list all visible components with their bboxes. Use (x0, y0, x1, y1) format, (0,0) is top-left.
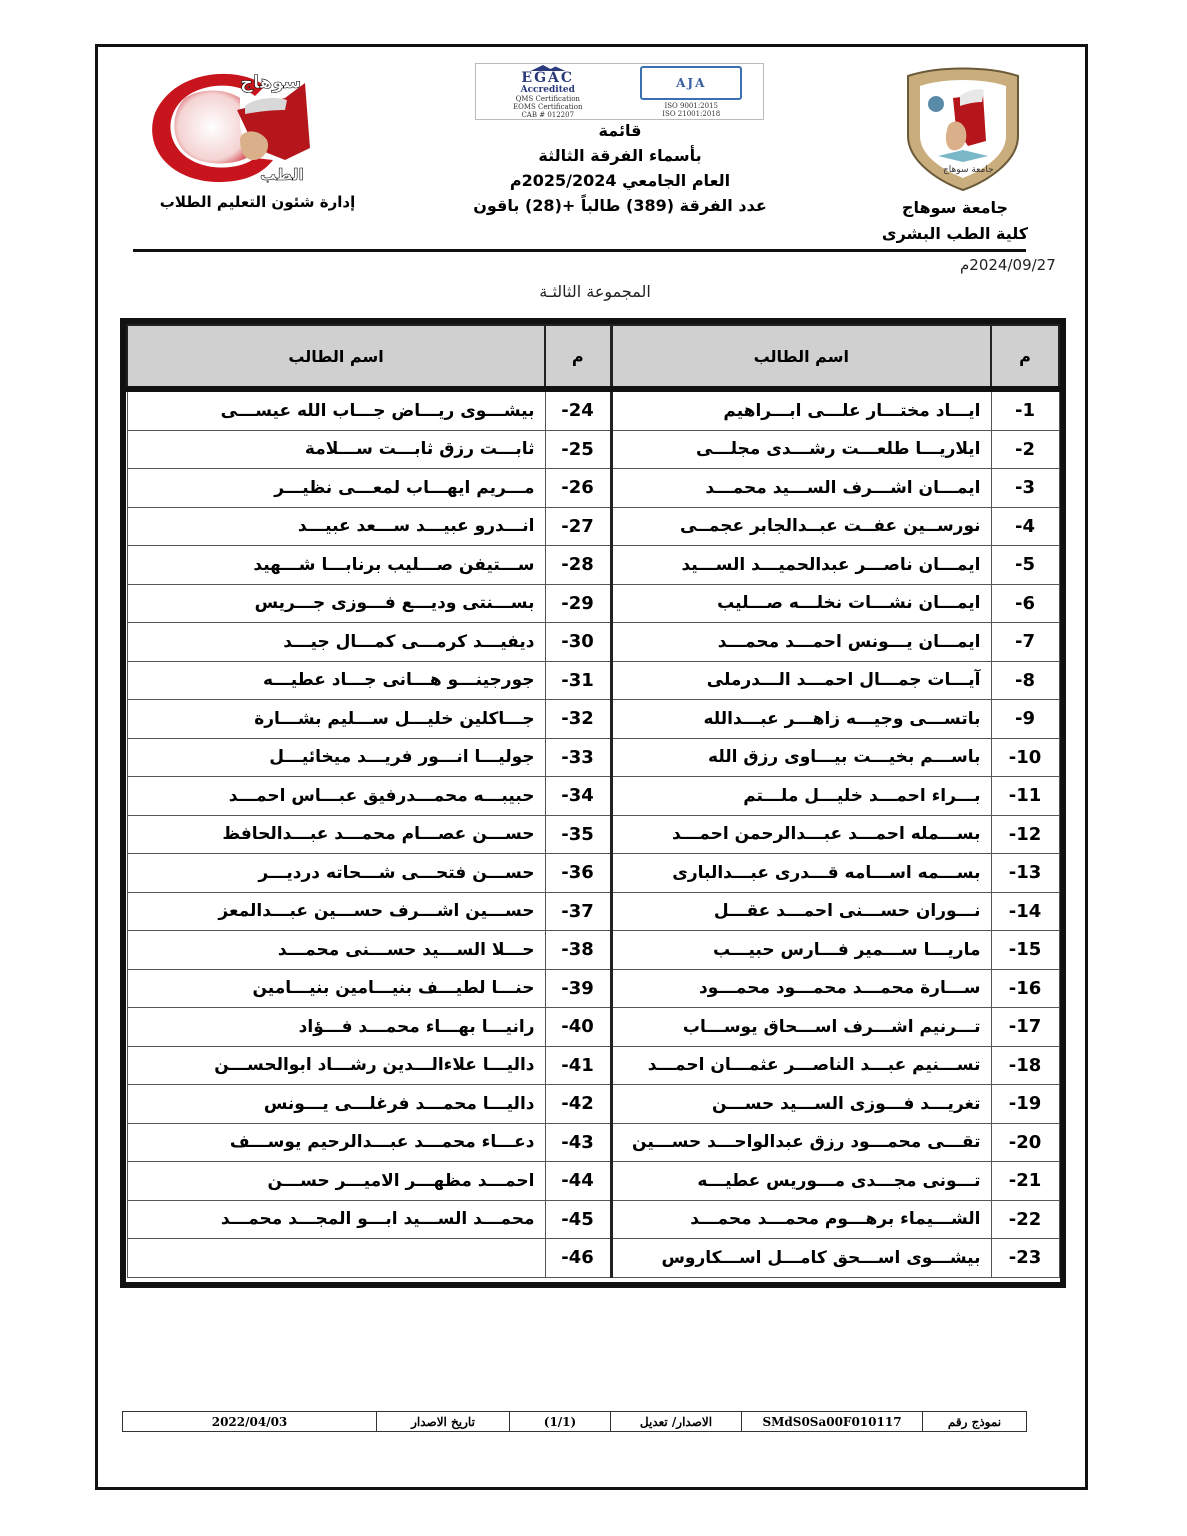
header-name-left: اسم الطالب (127, 325, 545, 389)
egac-badge (476, 64, 620, 119)
row-number: -25 (545, 430, 611, 469)
row-number: -40 (545, 1008, 611, 1047)
row-number: -6 (991, 584, 1059, 623)
student-name: ايـــاد مختـــار علـــى ابـــراهيم (611, 389, 991, 430)
row-number: -42 (545, 1085, 611, 1124)
row-number: -38 (545, 931, 611, 970)
university-crest-icon (898, 66, 1028, 192)
university-crest (898, 66, 1028, 192)
certification-badges (475, 63, 764, 120)
row-number: -26 (545, 469, 611, 508)
student-name: تغريـــد فـــوزى الســـيد حســـن (611, 1085, 991, 1124)
svg-text:الطب: الطب (260, 165, 305, 184)
row-number: -7 (991, 623, 1059, 662)
table-row (127, 777, 1059, 816)
header-divider (133, 249, 1026, 252)
student-name: حبيبـــه محمـــدرفيق عبـــاس احمـــد (127, 777, 545, 816)
student-name: رانيـــا بهـــاء محمـــد فـــؤاد (127, 1008, 545, 1047)
student-name: آيـــات جمـــال احمـــد الـــدرملى (611, 661, 991, 700)
row-number: -1 (991, 389, 1059, 430)
table-row (127, 389, 1059, 430)
header-num-left: م (545, 325, 611, 389)
egac-line: EOMS Certification (513, 103, 583, 111)
table-row (127, 854, 1059, 893)
student-name: باســـم بخيـــت بيـــاوى رزق الله (611, 738, 991, 777)
student-name: بســـمله احمـــد عبـــدالرحمن احمـــد (611, 815, 991, 854)
aja-title: AJA (676, 75, 707, 90)
group-title: المجموعة الثالثـة (539, 282, 651, 301)
row-number: -34 (545, 777, 611, 816)
row-number: -43 (545, 1123, 611, 1162)
table-row (127, 546, 1059, 585)
student-name: ديفيـــد كرمـــى كمـــال جيـــد (127, 623, 545, 662)
form-number-label: نموذج رقم (922, 1412, 1026, 1431)
table-row (127, 1239, 1059, 1278)
table-row (127, 1123, 1059, 1162)
student-name: نـــوران حســـنى احمـــد عقـــل (611, 892, 991, 931)
student-name: دعـــاء محمـــد عبـــدالرحيم يوســـف (127, 1123, 545, 1162)
row-number: -15 (991, 931, 1059, 970)
faculty-name: كلية الطب البشرى (881, 224, 1029, 243)
table-header-row (127, 325, 1059, 389)
title-academic-year: العام الجامعي 2025/2024م (509, 171, 731, 190)
row-number: -44 (545, 1162, 611, 1201)
student-name: ســـتيفن صـــليب برنابـــا شـــهيد (127, 546, 545, 585)
title-list: قائمة (598, 121, 642, 140)
row-number: -39 (545, 969, 611, 1008)
student-name: بســـمه اســـامه قـــدرى عبـــدالبارى (611, 854, 991, 893)
row-number: -35 (545, 815, 611, 854)
table-row (127, 815, 1059, 854)
row-number: -10 (991, 738, 1059, 777)
row-number: -5 (991, 546, 1059, 585)
egac-title: EGAC (521, 70, 575, 86)
student-name: تقـــى محمـــود رزق عبدالواحـــد حســـين (611, 1123, 991, 1162)
student-name: جورجينـــو هـــانى جـــاد عطيـــه (127, 661, 545, 700)
student-name: باتســـى وجيـــه زاهـــر عبـــدالله (611, 700, 991, 739)
student-name: ثابـــت رزق ثابـــت ســـلامة (127, 430, 545, 469)
form-footer (122, 1411, 1027, 1432)
university-label (870, 195, 1040, 247)
row-number: -8 (991, 661, 1059, 700)
row-number: -27 (545, 507, 611, 546)
row-number: -12 (991, 815, 1059, 854)
student-name: بيشـــوى ريـــاض جـــاب الله عيســـى (127, 389, 545, 430)
row-number: -3 (991, 469, 1059, 508)
student-name: حنـــا لطيـــف بنيـــامين بنيـــامين (127, 969, 545, 1008)
student-name: بســـنتى وديـــع فـــوزى جـــريس (127, 584, 545, 623)
table-row (127, 969, 1059, 1008)
egac-line: QMS Certification (515, 95, 580, 103)
faculty-logo-icon (145, 68, 320, 186)
row-number: -31 (545, 661, 611, 700)
row-number: -24 (545, 389, 611, 430)
student-name: جـــاكلين خليـــل ســـليم بشـــارة (127, 700, 545, 739)
student-name: داليـــا محمـــد فرغلـــى يـــونس (127, 1085, 545, 1124)
faculty-logo (145, 68, 320, 186)
header-name-right: اسم الطالب (611, 325, 991, 389)
row-number: -29 (545, 584, 611, 623)
row-number: -30 (545, 623, 611, 662)
student-name: بيشـــوى اســـحق كامـــل اســـكاروس (611, 1239, 991, 1278)
student-name: ايلاريـــا طلعـــت رشـــدى مجلـــى (611, 430, 991, 469)
student-name: جوليـــا انـــور فريـــد ميخائيـــل (127, 738, 545, 777)
student-name: حـــلا الســـيد حســـنى محمـــد (127, 931, 545, 970)
student-name: حســـين اشـــرف حســـين عبـــدالمعز (127, 892, 545, 931)
student-name: ايمـــان نشـــات نخلـــه صـــليب (611, 584, 991, 623)
row-number: -2 (991, 430, 1059, 469)
table-row (127, 1008, 1059, 1047)
table-row (127, 700, 1059, 739)
student-name: احمـــد مظهـــر الاميـــر حســـن (127, 1162, 545, 1201)
student-name: حســـن عصـــام محمـــد عبـــدالحافظ (127, 815, 545, 854)
row-number: -19 (991, 1085, 1059, 1124)
row-number: -33 (545, 738, 611, 777)
table-row (127, 931, 1059, 970)
table-row (127, 738, 1059, 777)
student-name: ايمـــان اشـــرف الســـيد محمـــد (611, 469, 991, 508)
form-number: SMdS0Sa00F010117 (741, 1412, 922, 1431)
university-name: جامعة سوهاج (901, 198, 1009, 217)
student-name: بـــراء احمـــد خليـــل ملـــتم (611, 777, 991, 816)
table-row (127, 584, 1059, 623)
row-number: -46 (545, 1239, 611, 1278)
row-number: -23 (991, 1239, 1059, 1278)
student-name: تـــرنيم اشـــرف اســـحاق يوســـاب (611, 1008, 991, 1047)
aja-badge (620, 64, 764, 119)
issue-date: 2022/04/03 (211, 1414, 288, 1429)
issue-date-label: تاريخ الاصدار (376, 1412, 509, 1431)
table-row (127, 1162, 1059, 1201)
row-number: -45 (545, 1200, 611, 1239)
row-number: -4 (991, 507, 1059, 546)
student-name: مـــريم ايهـــاب لمعـــى نظيـــر (127, 469, 545, 508)
svg-text:سوهاج: سوهاج (240, 72, 302, 93)
aja-line: ISO 9001:2015 (664, 101, 718, 110)
table-row (127, 507, 1059, 546)
student-name: انـــدرو عبيـــد ســـعد عبيـــد (127, 507, 545, 546)
department-label: إدارة شئون التعليم الطلاب (159, 193, 356, 211)
egac-line: CAB # 012207 (521, 111, 575, 119)
table-row (127, 892, 1059, 931)
student-name: داليـــا علاءالـــدين رشـــاد ابوالحســـن (127, 1046, 545, 1085)
student-name: ســـارة محمـــد محمـــود محمـــود (611, 969, 991, 1008)
student-name: الشـــيماء برهـــوم محمـــد محمـــد (611, 1200, 991, 1239)
row-number: -22 (991, 1200, 1059, 1239)
table-row (127, 661, 1059, 700)
student-name (127, 1239, 545, 1278)
document-title (440, 118, 800, 218)
row-number: -11 (991, 777, 1059, 816)
row-number: -14 (991, 892, 1059, 931)
student-name: تـــونى مجـــدى مـــوريس عطيـــه (611, 1162, 991, 1201)
row-number: -36 (545, 854, 611, 893)
document-date: 2024/09/27م (960, 256, 1056, 274)
row-number: -32 (545, 700, 611, 739)
table-row (127, 469, 1059, 508)
student-name: تســـنيم عبـــد الناصـــر عثمـــان احمـــد (611, 1046, 991, 1085)
revision-label: الاصدار/ تعديل (610, 1412, 741, 1431)
table-row (127, 430, 1059, 469)
row-number: -41 (545, 1046, 611, 1085)
header-num-right: م (991, 325, 1059, 389)
table-row (127, 1085, 1059, 1124)
table-row (127, 1046, 1059, 1085)
student-name: نورســين عفــت عبــدالجابر عجمــى (611, 507, 991, 546)
table-row (127, 623, 1059, 662)
student-name: محمـــد الســـيد ابـــو المجـــد محمـــد (127, 1200, 545, 1239)
row-number: -17 (991, 1008, 1059, 1047)
row-number: -18 (991, 1046, 1059, 1085)
row-number: -28 (545, 546, 611, 585)
row-number: -20 (991, 1123, 1059, 1162)
row-number: -37 (545, 892, 611, 931)
table-row (127, 1200, 1059, 1239)
row-number: -13 (991, 854, 1059, 893)
student-name: ايمـــان ناصـــر عبدالحميـــد الســـيد (611, 546, 991, 585)
row-number: -9 (991, 700, 1059, 739)
revision-value: (1/1) (509, 1412, 610, 1431)
row-number: -16 (991, 969, 1059, 1008)
title-class-names: بأسماء الفرقة الثالثة (538, 146, 702, 165)
aja-line: ISO 21001:2018 (662, 109, 721, 118)
aja-globe-icon (640, 66, 742, 100)
svg-text:جامعة سوهاج: جامعة سوهاج (943, 165, 994, 175)
student-name: ماريـــا ســـمير فـــارس حبيـــب (611, 931, 991, 970)
title-class-count: عدد الفرقة (389) طالباً +(28) باقون (473, 196, 767, 215)
student-name: حســـن فتحـــى شـــحاته درديـــر (127, 854, 545, 893)
egac-accredited: Accredited (520, 85, 575, 95)
student-table (120, 318, 1066, 1288)
student-name: ايمـــان يـــونس احمـــد محمـــد (611, 623, 991, 662)
row-number: -21 (991, 1162, 1059, 1201)
